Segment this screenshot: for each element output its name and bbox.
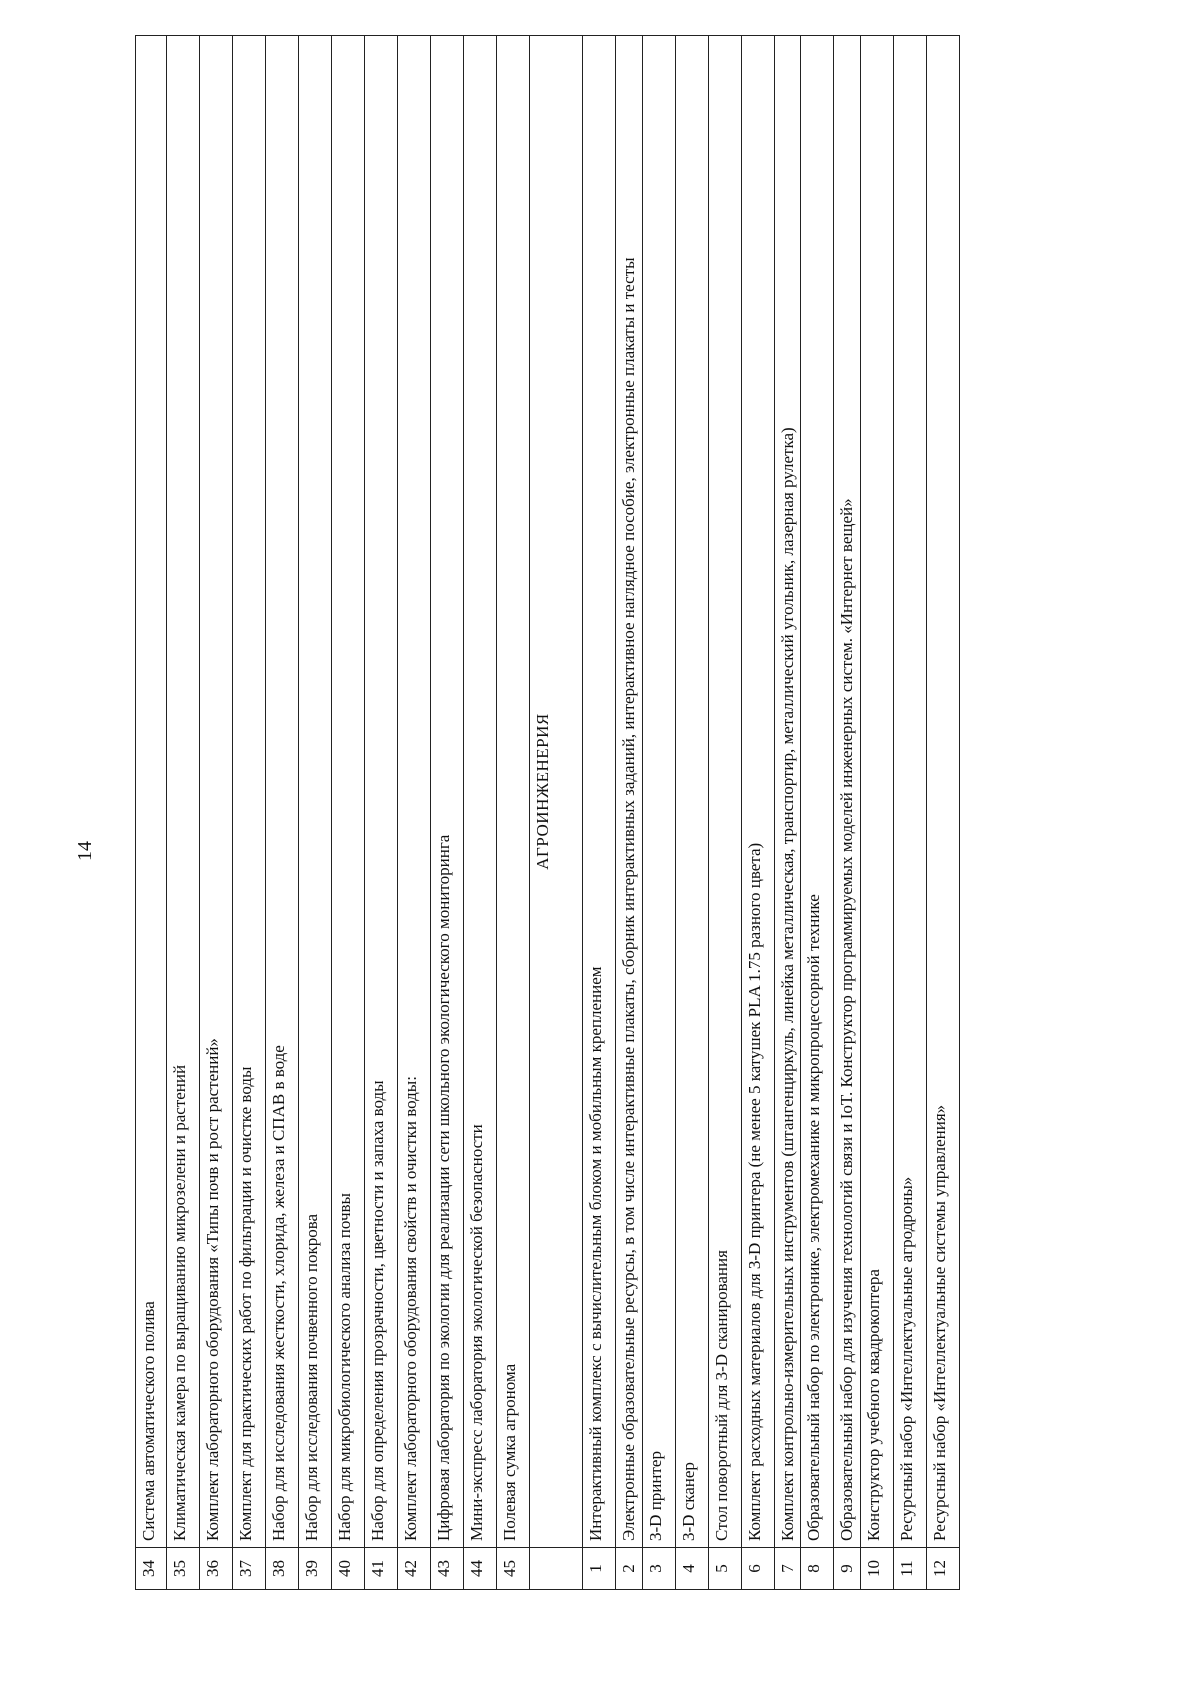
- table-row: [497, 36, 530, 1590]
- table-row: [860, 36, 893, 1590]
- row-number: 4: [675, 1548, 708, 1590]
- row-text: Комплект контрольно-измерительных инструментов (штангенциркуль, линейка металлическая, транспортир, металлический угольник, лазерная рулетка): [774, 36, 801, 1548]
- row-text: Конструктор учебного квадрокоптера: [860, 36, 893, 1548]
- table-row: [200, 36, 233, 1590]
- row-text: Мини-экспресс лаборатория экологической безопасности: [464, 36, 497, 1548]
- row-number: 11: [893, 1548, 926, 1590]
- row-text: Система автоматического полива: [136, 36, 167, 1548]
- row-number: 44: [464, 1548, 497, 1590]
- row-text: 3-D сканер: [675, 36, 708, 1548]
- table-row: [834, 36, 861, 1590]
- equipment-table: [135, 35, 960, 1590]
- row-text: Цифровая лаборатория по экологии для реализации сети школьного экологического мониторинга: [431, 36, 464, 1548]
- row-number: 38: [266, 1548, 299, 1590]
- table-row: [893, 36, 926, 1590]
- row-number: 12: [926, 1548, 959, 1590]
- table-row: [774, 36, 801, 1590]
- table-row: [675, 36, 708, 1590]
- row-number: 8: [801, 1548, 834, 1590]
- row-number: 42: [398, 1548, 431, 1590]
- table-row: [741, 36, 774, 1590]
- table-row: [642, 36, 675, 1590]
- row-text: Комплект расходных материалов для 3-D принтера (не менее 5 катушек PLA 1.75 разного цвета): [741, 36, 774, 1548]
- table-row: [464, 36, 497, 1590]
- row-text: Комплект лабораторного оборудования «Типы почв и рост растений»: [200, 36, 233, 1548]
- row-text: Набор для исследования почвенного покрова: [299, 36, 332, 1548]
- row-text: Стол поворотный для 3-D сканирования: [708, 36, 741, 1548]
- row-text: Климатическая камера по выращиванию микрозелени и растений: [167, 36, 200, 1548]
- row-text: Полевая сумка агронома: [497, 36, 530, 1548]
- row-number: 9: [834, 1548, 861, 1590]
- row-text: Набор для микробиологического анализа почвы: [332, 36, 365, 1548]
- row-text: Ресурсный набор «Интеллектуальные системы управления»: [926, 36, 959, 1548]
- row-number: 10: [860, 1548, 893, 1590]
- table-row: [266, 36, 299, 1590]
- row-number: 45: [497, 1548, 530, 1590]
- row-number: 6: [741, 1548, 774, 1590]
- table-row: [332, 36, 365, 1590]
- table-row: [365, 36, 398, 1590]
- row-number: 35: [167, 1548, 200, 1590]
- row-text: Набор для исследования жесткости, хлорида, железа и СПАВ в воде: [266, 36, 299, 1548]
- row-number: 43: [431, 1548, 464, 1590]
- table-row: [167, 36, 200, 1590]
- section-title: АГРОИНЖЕНЕРИЯ: [530, 36, 583, 1548]
- row-text: Ресурсный набор «Интеллектуальные агродроны»: [893, 36, 926, 1548]
- table-row: [801, 36, 834, 1590]
- table-row: [136, 36, 167, 1590]
- rotated-table-container: [135, 35, 1130, 1590]
- row-number: 39: [299, 1548, 332, 1590]
- row-text: Образовательный набор по электронике, электромеханике и микропроцессорной технике: [801, 36, 834, 1548]
- row-number: 7: [774, 1548, 801, 1590]
- row-number: 41: [365, 1548, 398, 1590]
- table-row: [431, 36, 464, 1590]
- table-row: [398, 36, 431, 1590]
- row-text: Комплект лабораторного оборудования свойств и очистки воды:: [398, 36, 431, 1548]
- table-row: [926, 36, 959, 1590]
- table-row: [708, 36, 741, 1590]
- row-number: 37: [233, 1548, 266, 1590]
- row-number: 2: [616, 1548, 643, 1590]
- row-number: 34: [136, 1548, 167, 1590]
- row-text: Комплект для практических работ по фильтрации и очистке воды: [233, 36, 266, 1548]
- page-number: 14: [74, 841, 96, 861]
- row-text: Набор для определения прозрачности, цветности и запаха воды: [365, 36, 398, 1548]
- row-text: 3-D принтер: [642, 36, 675, 1548]
- table-row: [583, 36, 616, 1590]
- row-number: 36: [200, 1548, 233, 1590]
- row-number: 1: [583, 1548, 616, 1590]
- row-number: 5: [708, 1548, 741, 1590]
- table-row: [233, 36, 266, 1590]
- row-text: Образовательный набор для изучения технологий связи и IoT. Конструктор программируемых моделей инженерных систем. «Интернет вещей»: [834, 36, 861, 1548]
- row-number: 40: [332, 1548, 365, 1590]
- row-text: Электронные образовательные ресурсы, в том числе интерактивные плакаты, сборник интерактивных заданий, интерактивное наглядное пособие, электронные плакаты и тесты: [616, 36, 643, 1548]
- section-row: [530, 36, 583, 1590]
- row-text: Интерактивный комплекс с вычислительным блоком и мобильным креплением: [583, 36, 616, 1548]
- table-row: [299, 36, 332, 1590]
- section-empty-cell: [530, 1548, 583, 1590]
- table-row: [616, 36, 643, 1590]
- row-number: 3: [642, 1548, 675, 1590]
